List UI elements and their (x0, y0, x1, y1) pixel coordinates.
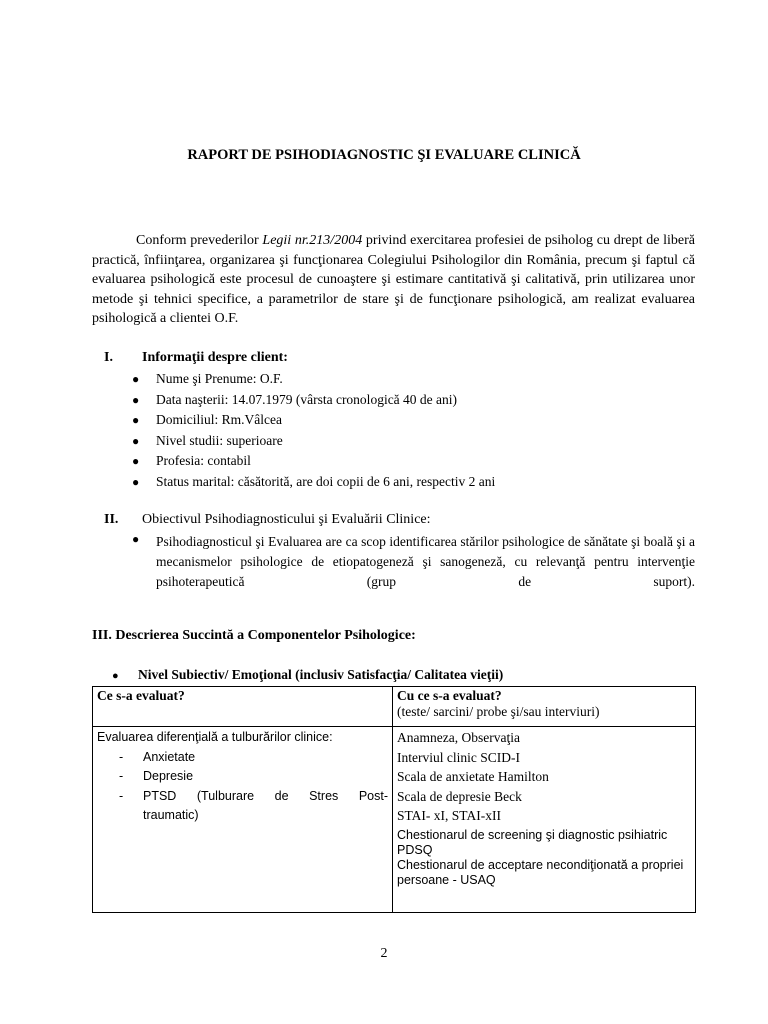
level-heading (112, 667, 503, 683)
dash-icon: - (119, 769, 124, 784)
list-item: - PTSD (Tulburare de Stres Post- traumatic) (119, 788, 388, 823)
section-1-heading (104, 350, 288, 366)
section-2-number: II. (104, 512, 119, 527)
list-item: ● Data naşterii: 14.07.1979 (vârsta cronologică 40 de ani) (130, 390, 495, 411)
bullet-icon: ● (132, 433, 140, 448)
bullet-icon: ● (132, 474, 140, 489)
intro-part1: Conform prevederilor (136, 233, 263, 248)
evaluation-table (92, 686, 696, 913)
table-header-how-title: Cu ce s-a evaluat? (397, 688, 502, 703)
page-title: RAPORT DE PSIHODIAGNOSTIC ŞI EVALUARE CLINICĂ (187, 147, 581, 163)
section-1-title: Informaţii despre client: (142, 350, 288, 365)
bullet-icon: ● (132, 532, 140, 546)
disorder-list (97, 748, 388, 826)
list-item: Interviul clinic SCID-I (397, 749, 520, 765)
list-item: Anamneza, Observaţia (397, 730, 520, 746)
table-cell-what (93, 727, 393, 913)
table-row (93, 727, 696, 913)
list-item: - Anxietate (97, 748, 388, 768)
bullet-icon: ● (132, 372, 140, 386)
list-item: ● Nume şi Prenume: O.F. (130, 369, 495, 390)
list-item: ● Nivel studii: superioare (130, 431, 495, 452)
client-info-list (130, 369, 495, 492)
bullet-icon: ● (132, 392, 140, 407)
dash-icon: - (119, 749, 124, 764)
section-1-number: I. (104, 350, 113, 365)
table-header-how-subtitle: (teste/ sarcini/ probe şi/sau interviuri) (397, 704, 600, 719)
level-title: Nivel Subiectiv/ Emoţional (inclusiv Satisfacţia/ Calitatea vieţii) (138, 667, 504, 682)
page-number: 2 (380, 946, 388, 961)
table-header-how (393, 687, 696, 727)
objective-text: Psihodiagnosticul şi Evaluarea are ca scop identificarea stărilor psihologice de sănătate şi boală şi a mecanismelor psihologice de etiopatogeneză şi sanogeneză, cu relevanţă pentru intervenţie psihoterapeutică (grup de suport). (156, 534, 695, 589)
differential-intro: Evaluarea diferenţială a tulburărilor clinice: (97, 730, 333, 745)
dash-icon: - (119, 788, 124, 803)
section-2-heading (104, 512, 431, 528)
intro-paragraph (92, 231, 695, 329)
intro-part2: privind exercitarea profesiei de psiholog cu drept de liberă practică, înfiinţarea, organizarea şi funcţionarea Colegiului Psihologilor din România, precum şi faptul că evaluarea psihologică este procesul de cunoaştere şi estimare cantitativă şi calitativă, prin utilizarea unor metode şi tehnici specifice, a parametrilor de stare şi de funcţionare psihologică, am realizat evaluarea psihologică a clientei O.F. (92, 233, 695, 326)
list-item: Scala de anxietate Hamilton (397, 769, 549, 785)
bullet-icon: ● (132, 413, 140, 427)
bullet-icon: ● (132, 454, 140, 468)
table-row (93, 687, 696, 727)
usaq-item: Chestionarul de acceptare necondiţionată a propriei persoane - USAQ (397, 857, 684, 887)
objective-item (130, 532, 695, 592)
list-item: - Depresie (97, 767, 388, 787)
section-2-title: Obiectivul Psihodiagnosticului şi Evaluării Clinice: (142, 512, 431, 527)
list-item: ● Domiciliul: Rm.Vâlcea (130, 410, 495, 431)
list-item: STAI- xI, STAI-xII (397, 808, 501, 824)
law-reference: Legii nr.213/2004 (262, 233, 363, 248)
table-header-what: Ce s-a evaluat? (93, 687, 393, 727)
bullet-icon: ● (112, 670, 119, 682)
list-item: Scala de depresie Beck (397, 788, 522, 804)
pdsq-item: Chestionarul de screening şi diagnostic psihiatric PDSQ (397, 827, 668, 857)
table-cell-how (393, 727, 696, 913)
list-item: ● Profesia: contabil (130, 451, 495, 472)
list-item: ● Status marital: căsătorită, are doi copii de 6 ani, respectiv 2 ani (130, 472, 495, 493)
section-3-heading: III. Descrierea Succintă a Componentelor Psihologice: (92, 628, 416, 643)
